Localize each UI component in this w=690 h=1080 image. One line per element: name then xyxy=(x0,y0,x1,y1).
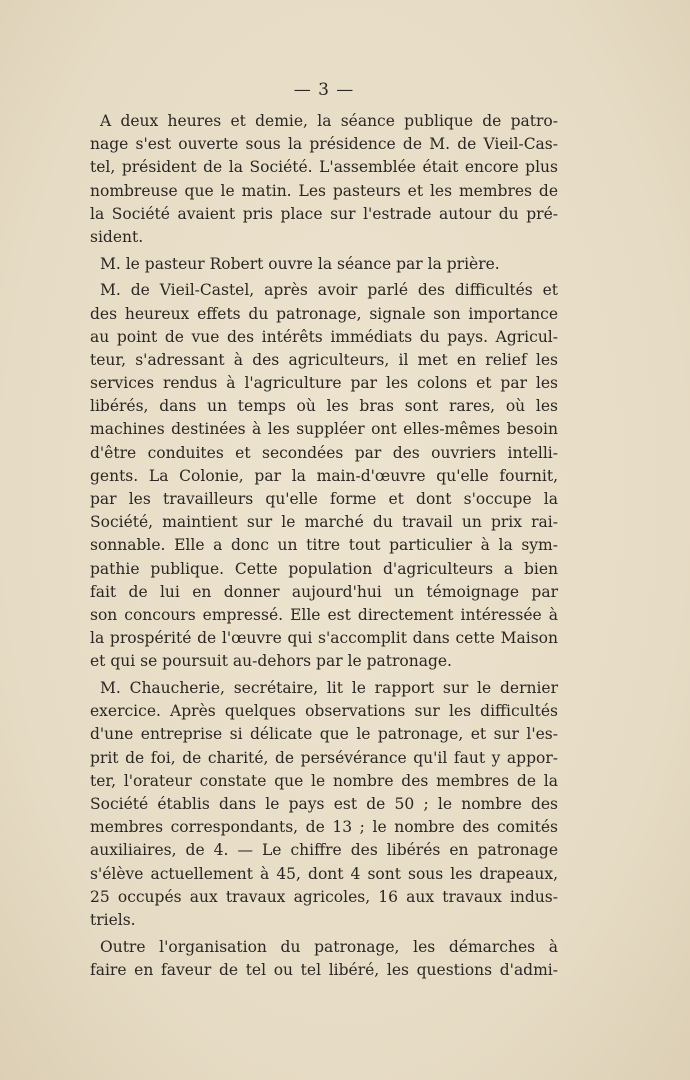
text-line: ter, l'orateur constate que le nombre des membres de la xyxy=(90,771,558,790)
text-line: sident. xyxy=(90,227,144,246)
text-line: M. Chaucherie, secrétaire, lit le rapport sur le dernier xyxy=(100,679,558,697)
text-line: s'élève actuellement à 45, dont 4 sont sous les drapeaux, xyxy=(90,864,558,883)
body-text xyxy=(90,110,558,985)
text-line: Société, maintient sur le marché du travail un prix rai- xyxy=(90,513,558,532)
text-line: membres correspondants, de 13 ; le nombre des comités xyxy=(90,818,558,837)
paragraph-5 xyxy=(90,936,558,982)
paragraph-3 xyxy=(90,279,558,673)
text-line: et qui se poursuit au-dehors par le patronage. xyxy=(90,652,452,671)
text-line: la prospérité de l'œuvre qui s'accomplit dans cette Maison xyxy=(90,629,558,648)
text-line: Outre l'organisation du patronage, les démarches à xyxy=(100,937,558,956)
text-line: par les travailleurs qu'elle forme et dont s'occupe la xyxy=(90,490,558,508)
text-line: nage s'est ouverte sous la présidence de M. de Vieil-Cas- xyxy=(90,135,558,154)
text-line: M. de Vieil-Castel, après avoir parlé des difficultés et xyxy=(100,281,558,300)
text-line: d'être conduites et secondées par des ouvriers intelli- xyxy=(90,443,558,462)
text-line: triels. xyxy=(90,910,136,929)
text-line: faire en faveur de tel ou tel libéré, les questions d'admi- xyxy=(90,960,558,979)
text-line: M. le pasteur Robert ouvre la séance par la prière. xyxy=(100,254,500,273)
text-line: gents. La Colonie, par la main-d'œuvre qu'elle fournit, xyxy=(90,466,558,485)
paragraph-2 xyxy=(90,253,558,276)
text-line: Société établis dans le pays est de 50 ; le nombre des xyxy=(90,794,558,813)
text-line: services rendus à l'agriculture par les colons et par les xyxy=(90,374,558,393)
text-line: auxiliaires, de 4. — Le chiffre des libérés en patronage xyxy=(90,841,558,860)
text-line: 25 occupés aux travaux agricoles, 16 aux travaux indus- xyxy=(90,887,558,906)
paragraph-4 xyxy=(90,677,558,932)
text-line: sonnable. Elle a donc un titre tout particulier à la sym- xyxy=(90,536,558,555)
page-number: — 3 — xyxy=(293,80,355,100)
text-line: des heureux effets du patronage, signale son importance xyxy=(90,304,558,323)
text-line: A deux heures et demie, la séance publique de patro- xyxy=(100,112,558,130)
text-line: tel, président de la Société. L'assemblée était encore plus xyxy=(90,158,558,177)
text-line: prit de foi, de charité, de persévérance qu'il faut y appor- xyxy=(90,748,558,767)
text-line: la Société avaient pris place sur l'estrade autour du pré- xyxy=(90,204,558,223)
text-line: fait de lui en donner aujourd'hui un témoignage par xyxy=(90,582,558,601)
text-line: nombreuse que le matin. Les pasteurs et les membres de xyxy=(90,181,558,200)
text-line: son concours empressé. Elle est directement intéressée à xyxy=(90,605,558,624)
text-line: exercice. Après quelques observations sur les difficultés xyxy=(90,702,558,721)
text-line: libérés, dans un temps où les bras sont rares, où les xyxy=(90,397,558,416)
text-line: machines destinées à les suppléer ont elles-mêmes besoin xyxy=(90,420,558,439)
text-line: pathie publique. Cette population d'agriculteurs a bien xyxy=(90,559,558,578)
text-line: au point de vue des intérêts immédiats du pays. Agricul- xyxy=(90,327,558,346)
text-line: d'une entreprise si délicate que le patronage, et sur l'es- xyxy=(90,725,558,744)
text-line: teur, s'adressant à des agriculteurs, il met en relief les xyxy=(90,350,558,369)
paragraph-1 xyxy=(90,110,558,249)
